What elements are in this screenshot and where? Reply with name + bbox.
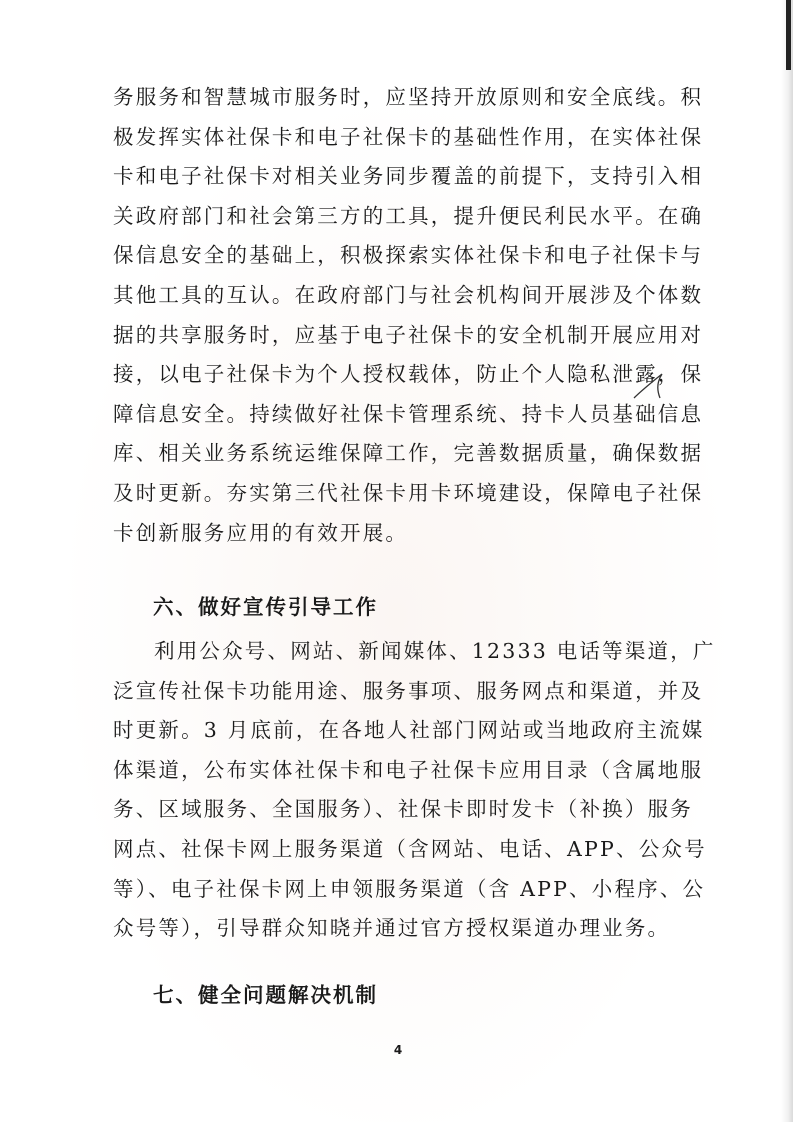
text-line: 其他工具的互认。在政府部门与社会机构间开展涉及个体数 (113, 282, 704, 307)
text-line: 时更新。3 月底前，在各地人社部门网站或当地政府主流媒 (113, 718, 705, 743)
text-line: 卡创新服务应用的有效开展。 (113, 520, 409, 545)
page-number: 4 (393, 1043, 403, 1057)
text-line: 及时更新。夯实第三代社保卡用卡环境建设，保障电子社保 (113, 480, 704, 505)
text-line: 众号等），引导群众知晓并通过官方授权渠道办理业务。 (113, 916, 671, 941)
section-heading-7: 七、健全问题解决机制 (153, 983, 378, 1007)
scan-edge-mark (786, 0, 791, 70)
text-line: 保信息安全的基础上，积极探索实体社保卡和电子社保卡与 (113, 243, 704, 268)
paragraph-publicity (113, 632, 716, 949)
scan-edge-shadow (781, 0, 793, 1122)
text-line: 极发挥实体社保卡和电子社保卡的基础性作用，在实体社保 (113, 124, 704, 149)
text-line: 库、相关业务系统运维保障工作，完善数据质量，确保数据 (113, 441, 704, 466)
text-line: 关政府部门和社会第三方的工具，提升便民利民水平。在确 (113, 203, 704, 228)
paragraph-continued (113, 78, 704, 553)
text-line: 接，以电子社保卡为个人授权载体，防止个人隐私泄露，保 (113, 362, 704, 387)
text-line: 据的共享服务时，应基于电子社保卡的安全机制开展应用对 (113, 322, 704, 347)
text-line: 等）、电子社保卡网上申领服务渠道（含 APP、小程序、公 (113, 876, 706, 901)
text-line: 障信息安全。持续做好社保卡管理系统、持卡人员基础信息 (113, 401, 704, 426)
text-line: 务服务和智慧城市服务时，应坚持开放原则和安全底线。积 (113, 85, 704, 109)
handwritten-correction-mark (632, 368, 672, 408)
section-heading-6: 六、做好宣传引导工作 (153, 595, 378, 619)
text-line: 利用公众号、网站、新闻媒体、12333 电话等渠道，广 (154, 639, 716, 663)
text-line: 务、区域服务、全国服务）、社保卡即时发卡（补换）服务 (113, 797, 693, 822)
text-line: 泛宣传社保卡功能用途、服务事项、服务网点和渠道，并及 (113, 678, 704, 703)
text-line: 网点、社保卡网上服务渠道（含网站、电话、APP、公众号 (113, 836, 707, 861)
text-line: 体渠道，公布实体社保卡和电子社保卡应用目录（含属地服 (113, 757, 704, 782)
text-line: 卡和电子社保卡对相关业务同步覆盖的前提下，支持引入相 (113, 164, 704, 189)
